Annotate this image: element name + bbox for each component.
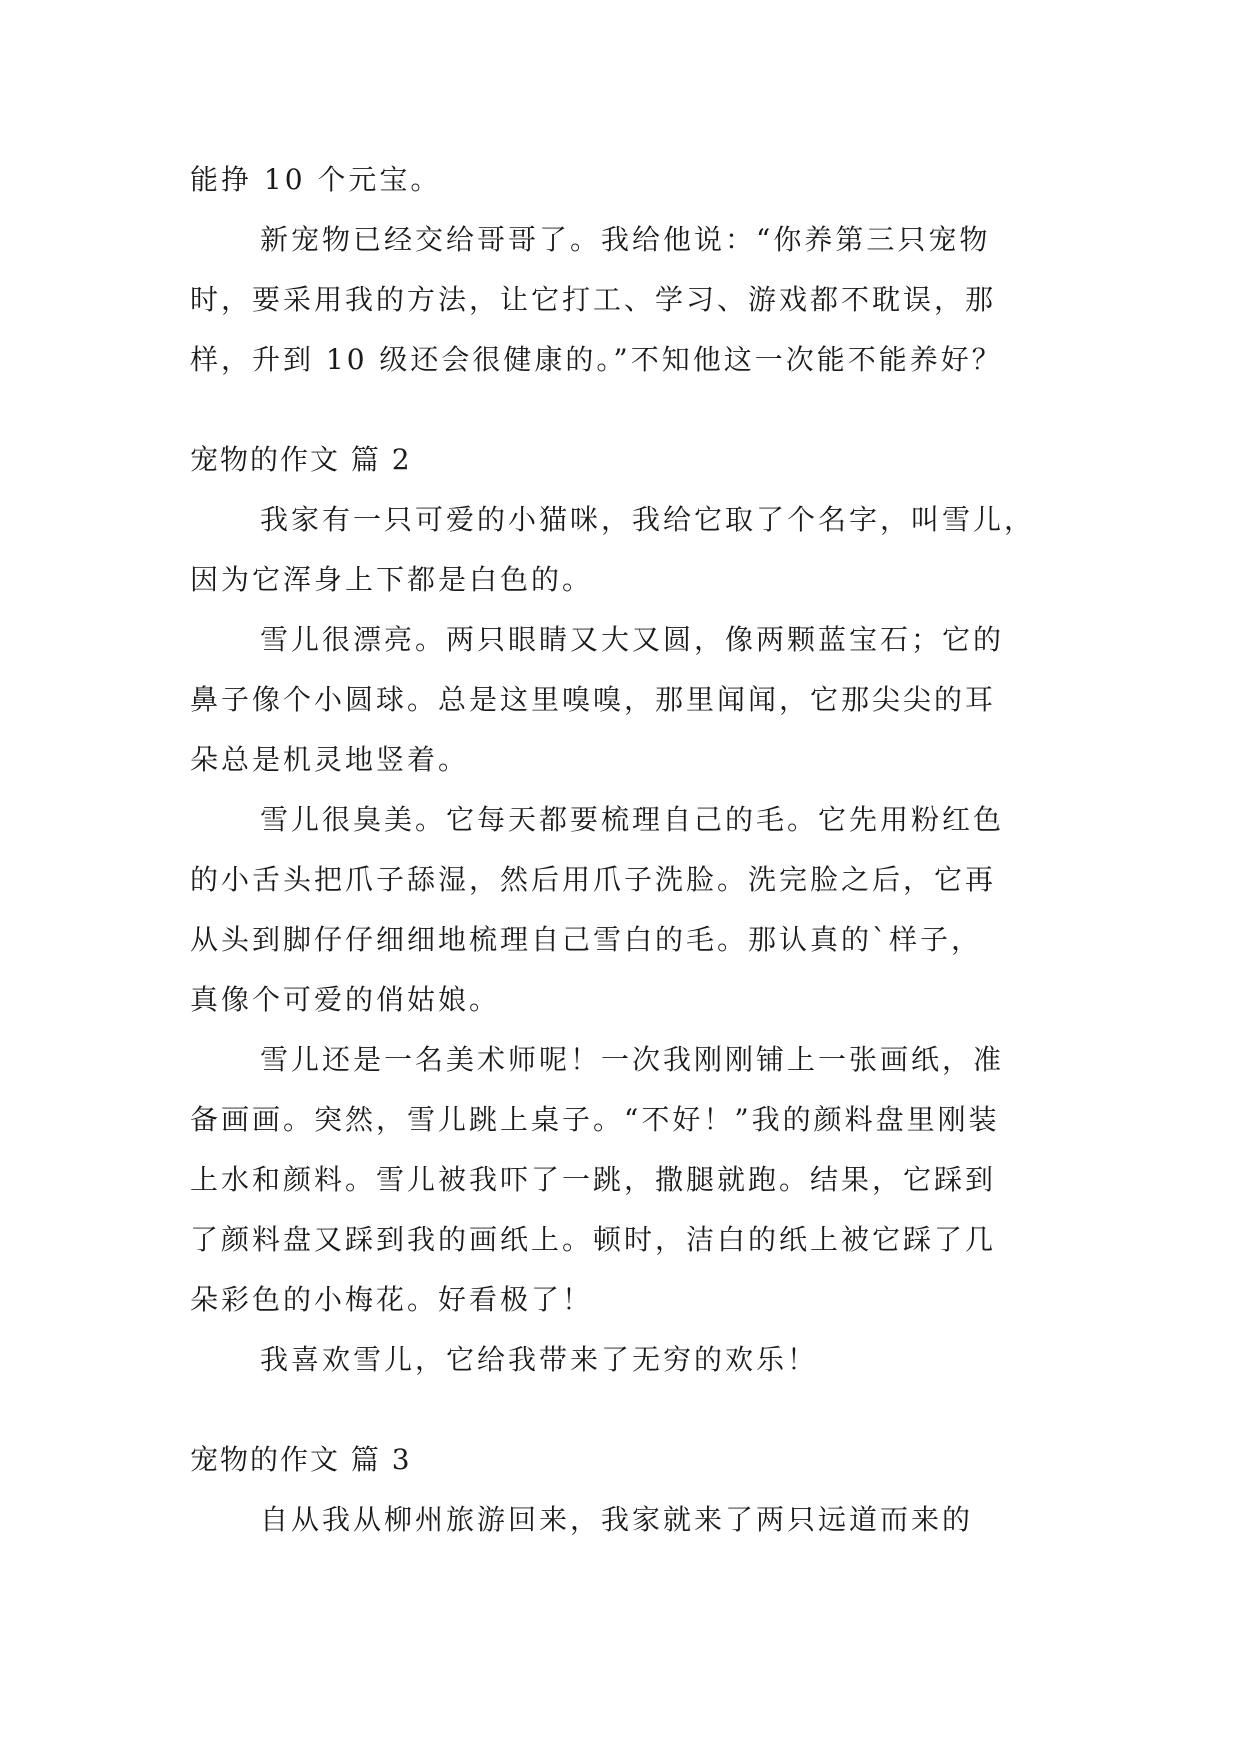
text-line: 从头到脚仔仔细细地梳理自己雪白的毛。那认真的`样子，	[190, 923, 983, 956]
document-page	[190, 150, 1060, 1550]
text-line: 雪儿很漂亮。两只眼睛又大又圆，像两颗蓝宝石；它的	[260, 623, 1005, 656]
section-heading: 宠物的作文 篇 3	[190, 1443, 412, 1476]
text-line: 真像个可爱的俏姑娘。	[190, 983, 501, 1016]
text-line: 我家有一只可爱的小猫咪，我给它取了个名字，叫雪儿，	[260, 503, 1036, 536]
text-line: 鼻子像个小圆球。总是这里嗅嗅，那里闻闻，它那尖尖的耳	[190, 683, 997, 716]
text-line: 朵总是机灵地竖着。	[190, 743, 470, 776]
text-line: 雪儿很臭美。它每天都要梳理自己的毛。它先用粉红色	[260, 803, 1005, 836]
text-line: 雪儿还是一名美术师呢！一次我刚刚铺上一张画纸，准	[260, 1043, 1005, 1076]
section-heading: 宠物的作文 篇 2	[190, 443, 412, 476]
text-line: 了颜料盘又踩到我的画纸上。顿时，洁白的纸上被它踩了几	[190, 1223, 997, 1256]
text-line: 的小舌头把爪子舔湿，然后用爪子洗脸。洗完脸之后，它再	[190, 863, 997, 896]
text-line: 时，要采用我的方法，让它打工、学习、游戏都不耽误，那	[190, 283, 997, 316]
text-line: 备画画。突然，雪儿跳上桌子。“不好！”我的颜料盘里刚装	[190, 1103, 1000, 1136]
text-line: 因为它浑身上下都是白色的。	[190, 563, 594, 596]
text-line: 朵彩色的小梅花。好看极了！	[190, 1283, 594, 1316]
text-line: 样，升到 10 级还会很健康的。”不知他这一次能不能养好？	[190, 343, 1003, 376]
section-gap	[190, 390, 1060, 430]
section-gap	[190, 1390, 1060, 1430]
text-line: 我喜欢雪儿，它给我带来了无穷的欢乐！	[260, 1343, 819, 1376]
text-line: 新宠物已经交给哥哥了。我给他说：“你养第三只宠物	[260, 223, 991, 256]
text-line: 上水和颜料。雪儿被我吓了一跳，撒腿就跑。结果，它踩到	[190, 1163, 997, 1196]
text-line: 能挣 10 个元宝。	[190, 163, 442, 196]
text-line: 自从我从柳州旅游回来，我家就来了两只远道而来的	[260, 1503, 974, 1536]
